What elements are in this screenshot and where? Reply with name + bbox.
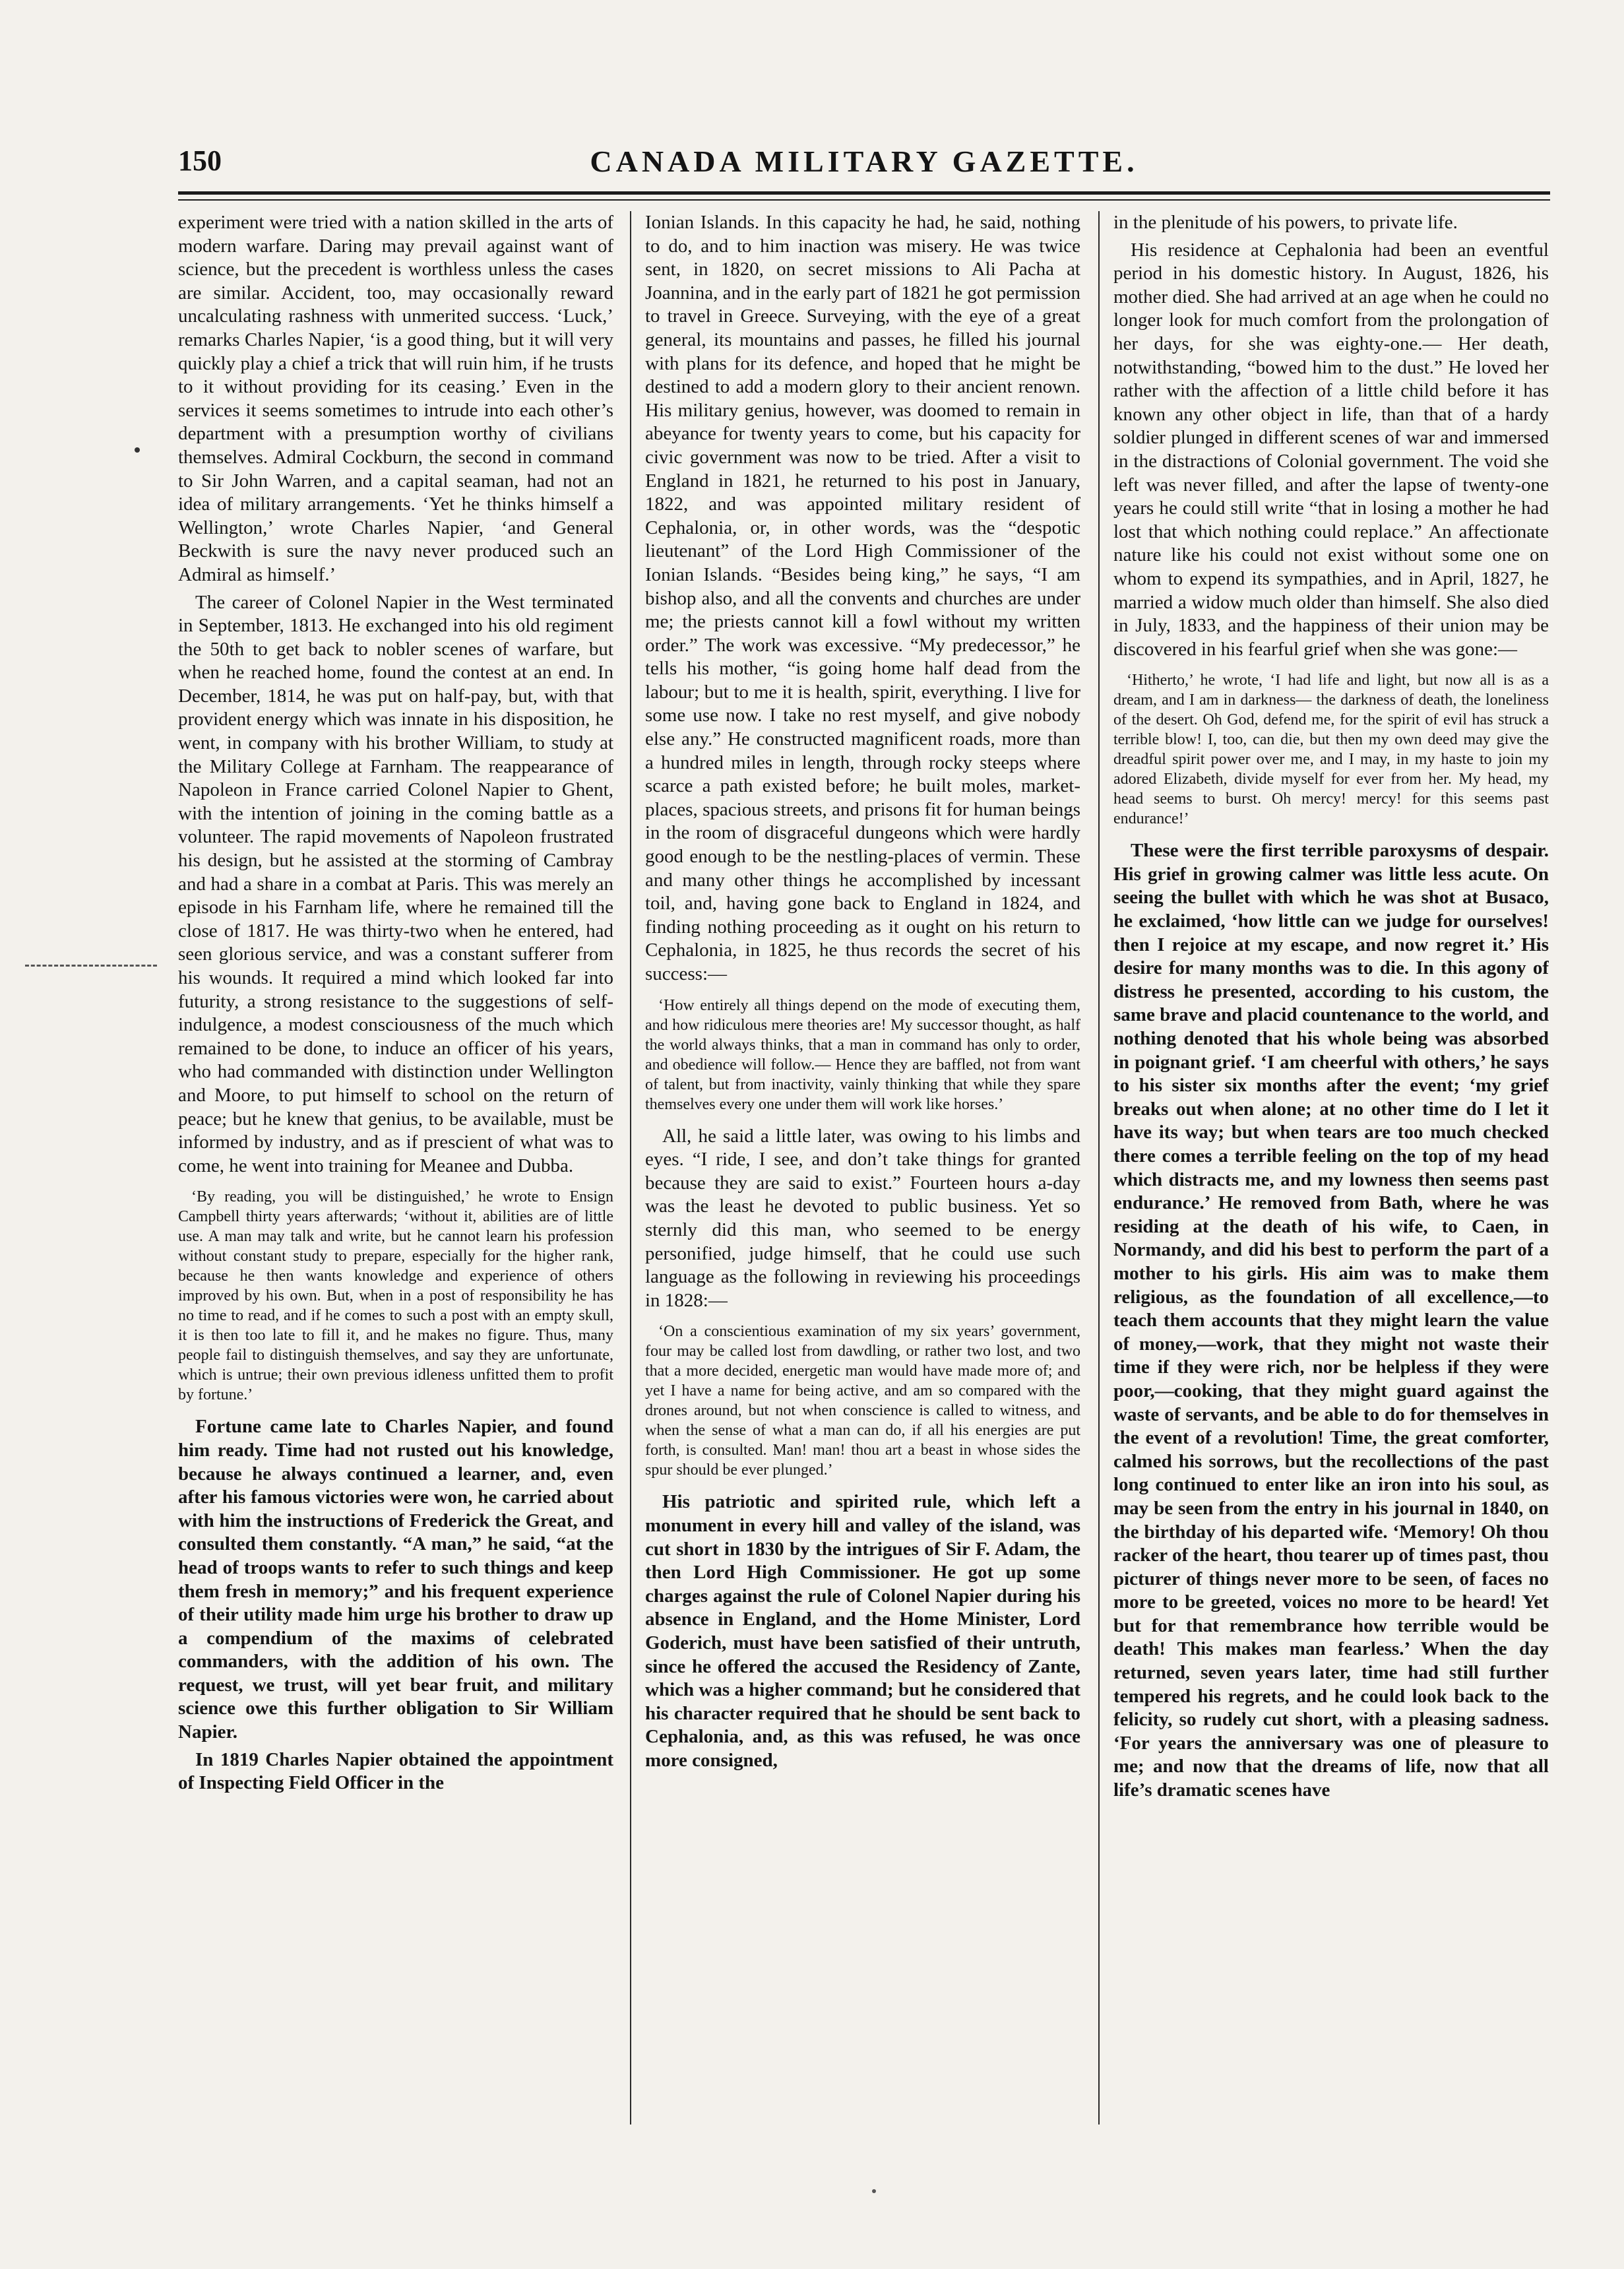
- column-divider-1: [630, 211, 631, 2125]
- column-1: [178, 211, 613, 2125]
- paragraph: His residence at Cephalonia had been an eventful period in his domestic history. In August, 1826, his mother died. She had arrived at an age when he could no longer look for much comfort from the prolongation of her days, for she was eighty-one.— Her death, notwithstanding, “bowed him to the dust.” He loved her rather with the affection of a little child before it has known any other object in life, than that of a hardy soldier plunged in different scenes of war and immersed in the distractions of Colonial government. The void she left was never filled, and after the lapse of twenty-one years he could still write “that in losing a mother he had lost that which nothing could replace.” An affectionate nature like his could not exist without some one on whom to expend its sympathies, and in April, 1827, he married a widow much older than himself. She also died in July, 1833, and the happiness of their union may be discovered in his fearful grief when she was gone:—: [1113, 239, 1549, 660]
- ink-speck: [135, 447, 140, 453]
- column-2: [645, 211, 1080, 2125]
- paragraph: experiment were tried with a nation skilled in the arts of modern warfare. Daring may prevail against want of science, but the precedent is worthless unless the cases are similar. Accident, too, may occasionally reward uncalculating rashness with unmerited success. ‘Luck,’ remarks Charles Napier, ‘is a good thing, but it will very quickly play a chief a trick that will ruin him, if he trusts to it without providing for its ceasing.’ Even in the services it seems sometimes to intrude into each other’s department with a presumption worthy of civilians themselves. Admiral Cockburn, the second in command to Sir John Warren, and a capital seaman, had not an idea of military arrangements. ‘Yet he thinks himself a Wellington,’ wrote Charles Napier, ‘and General Beckwith is sure the navy never produced such an Admiral as himself.’: [178, 212, 613, 585]
- paragraph: ‘Hitherto,’ he wrote, ‘I had life and light, but now all is as a dream, and I am in darkness— the darkness of death, the loneliness of the desert. Oh God, defend me, for the spirit of evil has struck a terrible blow! I, too, can die, but then my own deed may give the dreadful spirit power over me, and I may, in my haste to join my adored Elizabeth, divide myself for ever from her. My head, my head seems to burst. Oh mercy! mercy! for this seems past endurance!’: [1113, 672, 1549, 828]
- paragraph: ‘On a conscientious examination of my six years’ government, four may be called lost from dawdling, or rather two lost, and two that a more decided, energetic man would have made more of; and yet I have a name for being active, and am so compared with the drones around, but not when conscience is called to witness, and when the sense of what a man can do, if all his energies are put forth, is consulted. Man! man! thou art a beast in whose sides the spur should be ever plunged.’: [645, 1323, 1080, 1479]
- column-divider-2: [1098, 211, 1100, 2125]
- column-3: [1113, 211, 1549, 2125]
- margin-mark: [25, 965, 157, 969]
- header-rule-thin: [178, 199, 1550, 201]
- header-rule-thick: [178, 191, 1550, 195]
- paragraph: His patriotic and spirited rule, which left a monument in every hill and valley of the island, was cut short in 1830 by the intrigues of Sir F. Adam, the then Lord High Commissioner. He got up some charges against the rule of Colonel Napier during his absence in England, and the Home Minister, Lord Goderich, must have been satisfied of their untruth, since he offered the accused the Residency of Zante, which was a higher command; but he considered that his character required that he should be sent back to Cephalonia, and, as this was refused, he was once more consigned,: [645, 1491, 1080, 1771]
- paragraph: Ionian Islands. In this capacity he had, he said, nothing to do, and to him inaction was misery. He was twice sent, in 1820, on secret missions to Ali Pacha at Joannina, and in the early part of 1821 he got permission to travel in Greece. Surveying, with the eye of a great general, its mountains and passes, he filled his journal with plans for its defence, and hoped that he might be destined to add a modern glory to their ancient renown. His military genius, however, was doomed to remain in abeyance for twenty years to come, but his capacity for civic government was now to be tried. After a visit to England in 1821, he returned to his post in January, 1822, and was appointed military resident of Cephalonia, or, in other words, was the “despotic lieutenant” of the Lord High Commissioner of the Ionian Islands. “Besides being king,” he says, “I am bishop also, and all the convents and churches are under me; the priests cannot kill a fowl without my written order.” The work was excessive. “My predecessor,” he tells his mother, “is going home half dead from the labour; but to me it is health, spirit, everything. I live for some use now. I take no rest myself, and give nobody else any.” He constructed magnificent roads, more than a hundred miles in length, through rocky steeps where scarce a path existed before; he built moles, market-places, spacious streets, and prisons fit for human beings in the room of disgraceful dungeons which were hardly good enough to be the nestling-places of vermin. These and many other things he accomplished by incessant toil, and, having gone back to England in 1824, and finding nothing proceeding as it ought on his return to Cephalonia, in 1825, he thus records the secret of his success:—: [645, 212, 1080, 984]
- paragraph: ‘How entirely all things depend on the mode of executing them, and how ridiculous mere theories are! My successor thought, as half the world always thinks, that a man in command has only to order, and obedience will follow.— Hence they are baffled, not from want of talent, but from inactivity, vainly thinking that while they spare themselves every one under them will work like horses.’: [645, 996, 1080, 1113]
- page-number: 150: [178, 144, 222, 177]
- paragraph: These were the first terrible paroxysms of despair. His grief in growing calmer was little less acute. On seeing the bullet with which he was shot at Busaco, he exclaimed, ‘how little can we judge for ourselves! then I rejoice at my escape, and now regret it.’ His desire for many months was to die. In this agony of distress he presented, according to his custom, the same brave and placid countenance to the world, and nothing denoted that his whole being was absorbed in poignant grief. ‘I am cheerful with others,’ he says to his sister six months after the event; ‘my grief breaks out when alone; at no other time do I let it have its way; but when tears are too much checked there comes a terrible feeling on the top of my head which distracts me, and my lowness then seems past endurance.’ He removed from Bath, where he was residing at the death of his wife, to Caen, in Normandy, and did his best to perform the part of a mother to his girls. His aim was to make them religious, as the foundation of all excellence,—to teach them accounts that they might learn the value of money,—work, that they might not waste their time if they were rich, nor be helpless if they were poor,—cooking, that they might guard against the waste of servants, and be able to do for themselves in the event of a revolution! Time, the great comforter, calmed his sorrows, but the recollections of the past long continued to enter like an iron into his soul, as may be seen from the entry in his journal in 1840, on the birthday of his departed wife. ‘Memory! Oh thou racker of the heart, thou tearer up of times past, thou picturer of things never more to be seen, of faces no more to be greeted, voices no more to be heard! Yet but for that remembrance how terrible would be death! This makes man fearless.’ When the day returned, seven years later, time had still further tempered his regrets, and he could look back to the felicity, so rudely cut short, with a pleasing sadness. ‘For years the anniversary was one of pleasure to me; and now that the dreams of life, now that all life’s dramatic scenes have: [1113, 840, 1549, 1801]
- ink-speck: [872, 2189, 876, 2193]
- paragraph: Fortune came late to Charles Napier, and found him ready. Time had not rusted out his knowledge, because he always continued a learner, and, even after his famous victories were won, he carried about with him the instructions of Frederick the Great, and consulted them constantly. “A man,” he said, “at the head of troops wants to refer to such things and keep them fresh in memory;” and his frequent experience of their utility made him urge his brother to draw up a compendium of the maxims of celebrated commanders, with the addition of his own. The request, we trust, will yet bear fruit, and military science owe this further obligation to Sir William Napier.: [178, 1416, 613, 1743]
- paragraph: All, he said a little later, was owing to his limbs and eyes. “I ride, I see, and don’t take things for granted because they are said to exist.” Fourteen hours a-day was the least he devoted to public business. Yet so sternly did this man, who seemed to be energy personified, judge himself, that he could use such language as the following in reviewing his proceedings in 1828:—: [645, 1125, 1080, 1311]
- page-header: [178, 144, 1550, 190]
- paragraph: In 1819 Charles Napier obtained the appointment of Inspecting Field Officer in the: [178, 1748, 613, 1794]
- running-title: CANADA MILITARY GAZETTE.: [590, 144, 1139, 178]
- paragraph: ‘By reading, you will be distinguished,’ he wrote to Ensign Campbell thirty years afterwards; ‘without it, abilities are of little use. A man may talk and write, but he cannot learn his profession without constant study to prepare, especially for the higher rank, because he then wants knowledge and experience of others improved by his own. But, when in a post of responsibility he has no time to read, and if he comes to such a post with an empty skull, it is then too late to fill it, and he makes no figure. Thus, many people fail to distinguish themselves, and say they are unfortunate, which is untrue; their own previous idleness unfitted them to profit by fortune.’: [178, 1188, 613, 1404]
- paragraph: in the plenitude of his powers, to private life.: [1113, 212, 1458, 233]
- paragraph: The career of Colonel Napier in the West terminated in September, 1813. He exchanged into his old regiment the 50th to get back to nobler scenes of warfare, but when he reached home, found the contest at an end. In December, 1814, he was put on half-pay, but, with that provident energy which was innate in his disposition, he went, in company with his brother William, to study at the Military College at Farnham. The reappearance of Napoleon in France carried Colonel Napier to Ghent, with the intention of joining in the coming battle as a volunteer. The rapid movements of Napoleon frustrated his design, but he assisted at the storming of Cambray and had a share in a combat at Paris. This was merely an episode in his Farnham life, where he remained till the close of 1817. He was thirty-two when he entered, had seen glorious service, and was a constant sufferer from his wounds. It required a mind which looked far into futurity, a strong resistance to the suggestions of self-indulgence, a modest consciousness of the much which remained to be done, to induce an officer of his years, who had commanded with distinction under Wellington and Moore, to put himself to school on the return of peace; but he knew that genius, to be available, must be informed by industry, and as if prescient of what was to come, he went into training for Meanee and Dubba.: [178, 591, 613, 1176]
